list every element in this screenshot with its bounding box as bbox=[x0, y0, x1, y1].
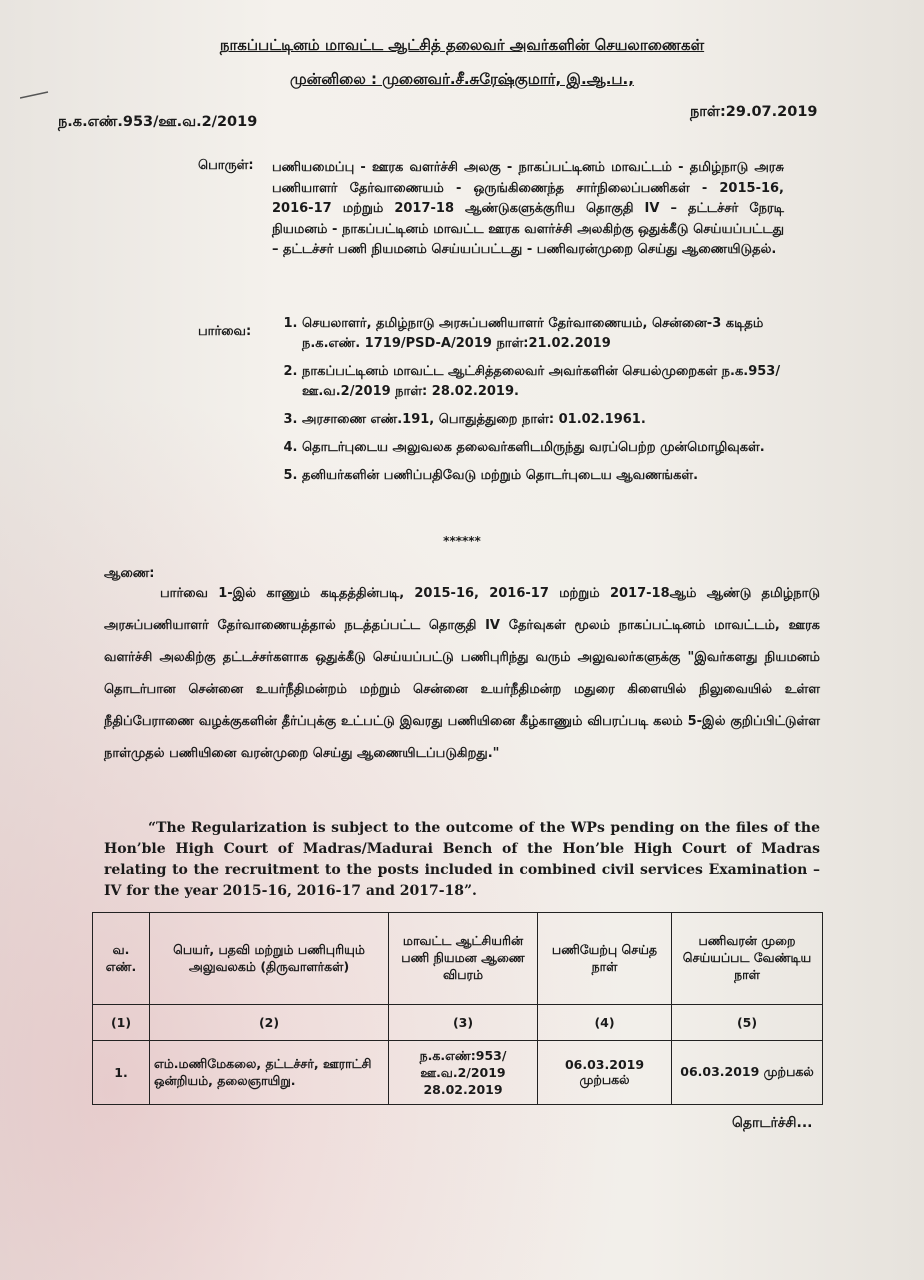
references-list bbox=[272, 314, 792, 494]
document-title: நாகப்பட்டினம் மாவட்ட ஆட்சித் தலைவர் அவர்களின் செயலாணைகள் bbox=[219, 36, 705, 54]
reference-item: 2. நாகப்பட்டினம் மாவட்ட ஆட்சித்தலைவர் அவர்களின் செயல்முறைகள் ந.க.953/ஊ.வ.2/2019 நாள்: 28.02.2019. bbox=[302, 362, 792, 402]
subject-text: பணியமைப்பு - ஊரக வளர்ச்சி அலகு - நாகப்பட்டினம் மாவட்டம் - தமிழ்நாடு அரசு பணியாளர் தேர்வாணையம் - ஒருங்கிணைந்த சார்நிலைப்பணிகள் - 2015-16, 2016-17 மற்றும் 2017-18 ஆண்டுகளுக்குரிய தொகுதி IV – தட்டச்சர் நேரடி நியமனம் - நாகப்பட்டினம் மாவட்ட ஊரக வளர்ச்சி அலகிற்கு ஒதுக்கீடு செய்யப்பட்டது – தட்டச்சர் பணி நியமனம் செய்யப்பட்டது - பணிவரன்முறை செய்து ஆணையிடுதல். bbox=[272, 160, 784, 257]
order-text-tamil: பார்வை 1-இல் காணும் கடிதத்தின்படி, 2015-16, 2016-17 மற்றும் 2017-18ஆம் ஆண்டு தமிழ்நாடு அரசுப்பணியாளர் தேர்வாணையத்தால் நடத்தப்பட்ட தொகுதி IV தேர்வுகள் மூலம் நாகப்பட்டினம் மாவட்டம், ஊரக வளர்ச்சி அலகிற்கு தட்டச்சர்களாக ஒதுக்கீடு செய்யப்பட்டு பணிபுரிந்து வரும் அலுவலர்களுக்கு "இவர்களது நியமனம் தொடர்பான சென்னை உயர்நீதிமன்றம் மற்றும் சென்னை உயர்நீதிமன்ற மதுரை கிளையில் நிலுவையில் உள்ள நீதிப்பேராணை வழக்குகளின் தீர்ப்புக்கு உட்பட்டு இவரது பணியினை கீழ்காணும் விபரப்படி கலம் 5-இல் குறிப்பிட்டுள்ள நாள்முதல் பணியினை வரன்முறை செய்து ஆணையிடப்படுகிறது." bbox=[104, 586, 820, 761]
cell-serial: 1. bbox=[93, 1041, 150, 1105]
order-text-english: “The Regularization is subject to the outcome of the WPs pending on the files of the Hon’ble High Court of Madras/Madurai Bench of the Hon’ble High Court of Madras relating to the recruitment to the posts included in combined civil services Examination – IV for the year 2015-16, 2016-17 and 2017-18”. bbox=[104, 820, 820, 899]
col-header-order: மாவட்ட ஆட்சியரின் பணி நியமன ஆணை விபரம் bbox=[389, 913, 538, 1005]
col-number: (5) bbox=[672, 1005, 823, 1041]
col-header-serial: வ. எண். bbox=[93, 913, 150, 1005]
col-header-name: பெயர், பதவி மற்றும் பணிபுரியும் அலுவலகம் (திருவாளர்கள்) bbox=[150, 913, 389, 1005]
continued-note: தொடர்ச்சி... bbox=[732, 1115, 813, 1131]
regularization-table bbox=[92, 912, 823, 1105]
col-number: (2) bbox=[150, 1005, 389, 1041]
presence-line: முன்னிலை : முனைவர்.சீ.சுரேஷ்குமார், இ.ஆ.ப., bbox=[290, 70, 634, 88]
col-number: (3) bbox=[389, 1005, 538, 1041]
col-header-joining-date: பணியேற்பு செய்த நாள் bbox=[538, 913, 672, 1005]
staple-mark-icon bbox=[20, 90, 50, 102]
cell-regularization-date: 06.03.2019 முற்பகல் bbox=[672, 1041, 823, 1105]
col-header-regularization-date: பணிவரன் முறை செய்யப்பட வேண்டிய நாள் bbox=[672, 913, 823, 1005]
order-label: ஆணை: bbox=[104, 566, 155, 581]
cell-name: எம்.மணிமேகலை, தட்டச்சர், ஊராட்சி ஒன்றியம், தலைஞாயிறு. bbox=[150, 1041, 389, 1105]
reference-item: 1. செயலாளர், தமிழ்நாடு அரசுப்பணியாளர் தேர்வாணையம், சென்னை-3 கடிதம் ந.க.எண். 1719/PSD-A/2019 நாள்:21.02.2019 bbox=[302, 314, 792, 354]
col-number: (1) bbox=[93, 1005, 150, 1041]
reference-item: 5. தனியர்களின் பணிப்பதிவேடு மற்றும் தொடர்புடைய ஆவணங்கள். bbox=[302, 466, 792, 486]
reference-item: 3. அரசாணை எண்.191, பொதுத்துறை நாள்: 01.02.1961. bbox=[302, 410, 792, 430]
separator: ****** bbox=[443, 534, 481, 548]
cell-joining-date: 06.03.2019 முற்பகல் bbox=[538, 1041, 672, 1105]
col-number: (4) bbox=[538, 1005, 672, 1041]
references-label: பார்வை: bbox=[198, 324, 252, 339]
subject-label: பொருள்: bbox=[198, 158, 254, 173]
table-number-row bbox=[93, 1005, 823, 1041]
cell-order: ந.க.எண்:953/ ஊ.வ.2/2019 28.02.2019 bbox=[389, 1041, 538, 1105]
table-header-row bbox=[93, 913, 823, 1005]
reference-item: 4. தொடர்புடைய அலுவலக தலைவர்களிடமிருந்து வரப்பெற்ற முன்மொழிவுகள். bbox=[302, 438, 792, 458]
document-date: நாள்:29.07.2019 bbox=[690, 104, 818, 120]
table-row bbox=[93, 1041, 823, 1105]
reference-number: ந.க.எண்.953/ஊ.வ.2/2019 bbox=[58, 114, 258, 130]
